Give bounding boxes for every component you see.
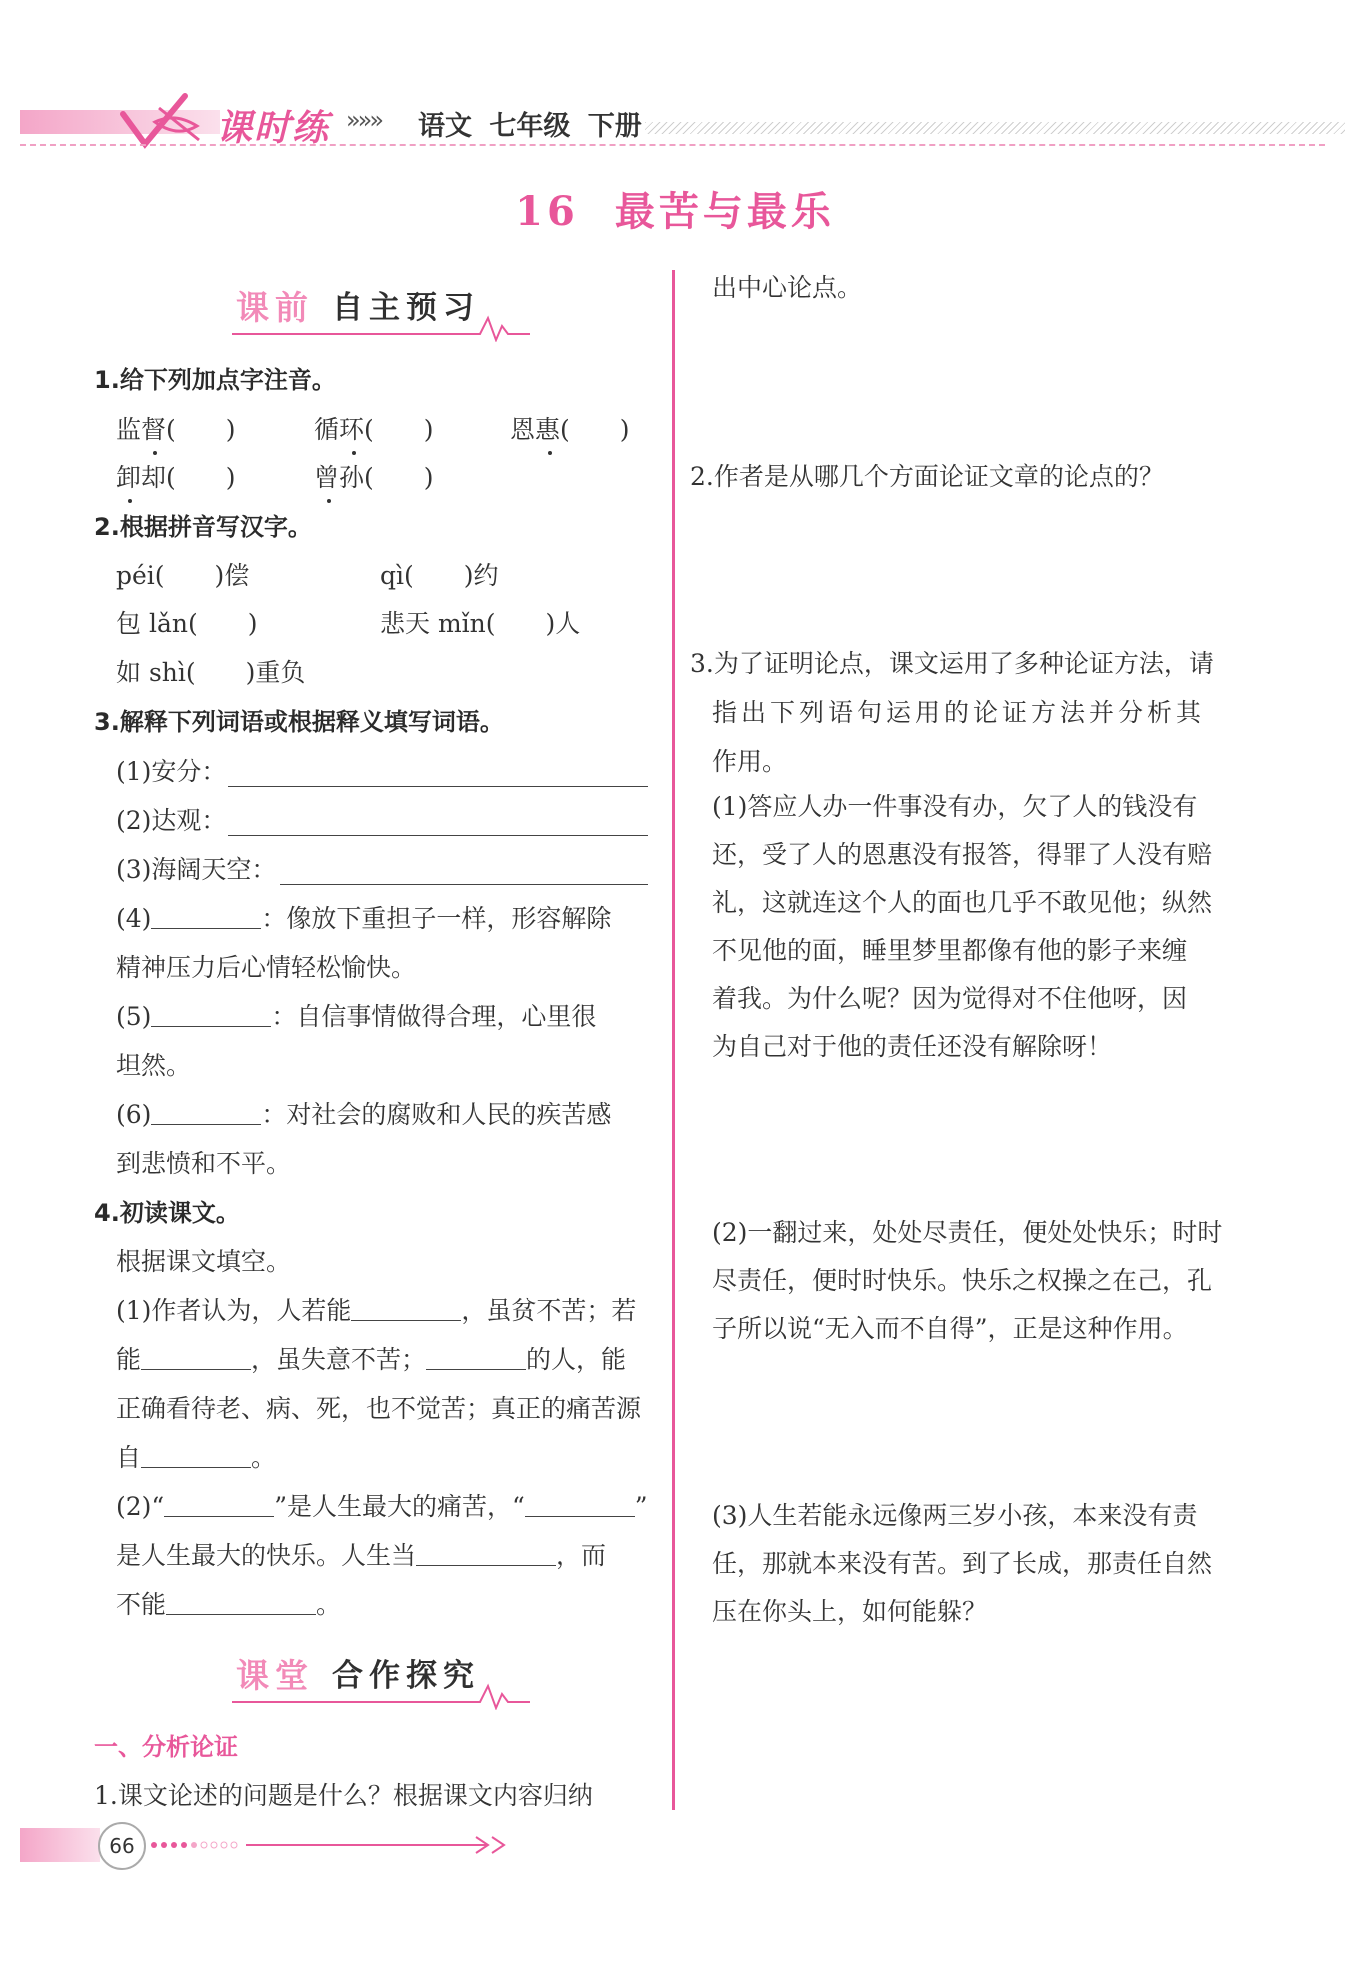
- sentence-text: ，虽贫不苦；若: [461, 1296, 637, 1325]
- question-1-title: 1.给下列加点字注音。: [94, 366, 336, 394]
- fill-blank[interactable]: [164, 1492, 274, 1517]
- fill-sentence: [116, 1294, 636, 1328]
- pinyin-blank: 悲天 mǐn( )人: [380, 609, 581, 638]
- pinyin-item: 恩惠( ): [510, 415, 630, 444]
- definition-item-5-cont: 坦然。: [116, 1051, 192, 1080]
- item-text: ：像放下重担子一样，形容解除: [261, 904, 612, 933]
- definition-item-6-cont: 到悲愤和不平。: [116, 1149, 292, 1178]
- question-3-title: 3.解释下列词语或根据释义填写词语。: [94, 708, 504, 736]
- section-title: 合作探究: [332, 1658, 480, 1694]
- sentence-text: 不能: [116, 1590, 167, 1619]
- fill-blank[interactable]: [416, 1541, 556, 1566]
- definition-item-6: [116, 1098, 611, 1132]
- answer-line[interactable]: [228, 786, 648, 787]
- classroom-question-3: 3.为了证明论点，课文运用了多种论证方法，请: [690, 649, 1214, 678]
- header-dashed-rule: [20, 144, 1325, 146]
- fill-blank[interactable]: [151, 1002, 271, 1027]
- fill-blank[interactable]: [151, 904, 261, 929]
- fill-blank[interactable]: [151, 1100, 261, 1125]
- header-arrows: »»»: [346, 106, 382, 134]
- emphasis-dot: [548, 451, 552, 455]
- answer-line[interactable]: [228, 835, 648, 836]
- question-4-instruction: 根据课文填空。: [116, 1247, 292, 1276]
- pinyin-item: 监督( ): [116, 415, 236, 444]
- quoted-passage-1: 还，受了人的恩惠没有报答，得罪了人没有赔: [712, 840, 1213, 869]
- fill-blank[interactable]: [166, 1590, 316, 1615]
- fill-sentence: [116, 1539, 606, 1573]
- fill-sentence: [116, 1441, 276, 1475]
- fill-blank[interactable]: [525, 1492, 635, 1517]
- pinyin-item: 循环( ): [314, 415, 434, 444]
- item-number: (5): [116, 1002, 152, 1031]
- pinyin-blank: 如 shì( )重负: [116, 658, 306, 687]
- definition-item-4-cont: 精神压力后心情轻松愉快。: [116, 953, 417, 982]
- lesson-name: 最苦与最乐: [614, 188, 835, 235]
- heartbeat-line-icon: [232, 312, 532, 342]
- classroom-question-3: 作用。: [712, 747, 788, 776]
- definition-item-4: [116, 902, 611, 936]
- question-2-title: 2.根据拼音写汉字。: [94, 513, 312, 541]
- item-text: ：对社会的腐败和人民的疾苦感: [261, 1100, 612, 1129]
- answer-line[interactable]: [280, 884, 648, 885]
- sentence-text: ，虽失意不苦；: [251, 1345, 427, 1374]
- fill-blank[interactable]: [141, 1345, 251, 1370]
- definition-label: (1)安分：: [116, 757, 227, 786]
- section-header-classroom: [236, 1650, 536, 1710]
- definition-item-5: [116, 1000, 596, 1034]
- quoted-passage-2: 子所以说“无入而不自得”，正是这种作用。: [712, 1314, 1188, 1343]
- quoted-passage-3: 任，那就本来没有苦。到了长成，那责任自然: [712, 1549, 1213, 1578]
- column-divider: [672, 270, 675, 1810]
- fill-sentence: 正确看待老、病、死，也不觉苦；真正的痛苦源: [116, 1394, 642, 1423]
- sentence-text: ，而: [556, 1541, 607, 1570]
- fill-sentence: [116, 1343, 626, 1377]
- question-1-continuation: 出中心论点。: [712, 273, 863, 302]
- sentence-text: 。: [316, 1590, 342, 1619]
- emphasis-dot: [128, 499, 132, 503]
- section-tag-pink: 课堂: [236, 1656, 314, 1695]
- lesson-title: [0, 180, 1350, 237]
- quoted-passage-1: (1)答应人办一件事没有办，欠了人的钱没有: [712, 792, 1198, 821]
- sentence-text: ”: [634, 1492, 648, 1521]
- sentence-text: 是人生最大的快乐。人生当: [116, 1541, 417, 1570]
- section-header-preview: [236, 282, 536, 342]
- classroom-question-1: 1.课文论述的问题是什么？根据课文内容归纳: [94, 1781, 593, 1810]
- header-subject: 语文 七年级 下册: [418, 111, 642, 142]
- page-footer: [20, 1820, 520, 1870]
- header-hatch-decoration: [645, 122, 1345, 134]
- quoted-passage-1: 为自己对于他的责任还没有解除呀！: [712, 1032, 1113, 1061]
- emphasis-dot: [352, 451, 356, 455]
- brand-title: 课时练: [216, 108, 331, 149]
- quoted-passage-1: 不见他的面，睡里梦里都像有他的影子来缠: [712, 936, 1188, 965]
- fill-blank[interactable]: [141, 1443, 251, 1468]
- item-text: ：自信事情做得合理，心里很: [271, 1002, 597, 1031]
- quoted-passage-2: 尽责任，便时时快乐。快乐之权操之在己，孔: [712, 1266, 1213, 1295]
- page-header: [20, 92, 1325, 152]
- page-number: 66: [98, 1822, 146, 1870]
- classroom-question-2: 2.作者是从哪几个方面论证文章的论点的？: [690, 462, 1164, 491]
- definition-label: (3)海阔天空：: [116, 855, 277, 884]
- quoted-passage-2: (2)一翻过来，处处尽责任，便处处快乐；时时: [712, 1218, 1223, 1247]
- classroom-question-3: 指出下列语句运用的论证方法并分析其: [712, 698, 1206, 727]
- emphasis-dot: [153, 451, 157, 455]
- sentence-text: 的人，能: [526, 1345, 627, 1374]
- pinyin-item: 曾孙( ): [314, 463, 434, 492]
- checkmark-logo-icon: [115, 92, 205, 152]
- lesson-number: 16: [515, 188, 579, 235]
- question-4-title: 4.初读课文。: [94, 1199, 240, 1227]
- sentence-text: 。: [251, 1443, 277, 1472]
- quoted-passage-3: (3)人生若能永远像两三岁小孩，本来没有责: [712, 1501, 1198, 1530]
- section-title: 自主预习: [332, 290, 480, 326]
- sentence-text: (1)作者认为，人若能: [116, 1296, 352, 1325]
- section-tag-pink: 课前: [236, 288, 314, 327]
- pinyin-item: 卸却( ): [116, 463, 236, 492]
- pinyin-blank: 包 lǎn( ): [116, 609, 258, 638]
- pinyin-blank: péi( )偿: [116, 561, 250, 590]
- quoted-passage-1: 礼，这就连这个人的面也几乎不敢见他；纵然: [712, 888, 1213, 917]
- part-heading: 一、分析论证: [94, 1733, 238, 1761]
- pinyin-blank: qì( )约: [380, 561, 499, 590]
- dotted-arrow-decoration-icon: [146, 1828, 526, 1862]
- item-number: (4): [116, 904, 152, 933]
- sentence-text: 自: [116, 1443, 142, 1472]
- sentence-text: (2)“: [116, 1492, 165, 1521]
- quoted-passage-1: 着我。为什么呢？因为觉得对不住他呀，因: [712, 984, 1188, 1013]
- definition-label: (2)达观：: [116, 806, 227, 835]
- quoted-passage-3: 压在你头上，如何能躲？: [712, 1597, 988, 1626]
- item-number: (6): [116, 1100, 152, 1129]
- sentence-text: 能: [116, 1345, 142, 1374]
- fill-blank[interactable]: [351, 1296, 461, 1321]
- fill-sentence: [116, 1588, 341, 1622]
- fill-blank[interactable]: [426, 1345, 526, 1370]
- fill-sentence: [116, 1490, 648, 1524]
- heartbeat-line-icon: [232, 1680, 532, 1710]
- sentence-text: ”是人生最大的痛苦，“: [274, 1492, 525, 1521]
- footer-pink-bar: [20, 1828, 100, 1862]
- emphasis-dot: [327, 499, 331, 503]
